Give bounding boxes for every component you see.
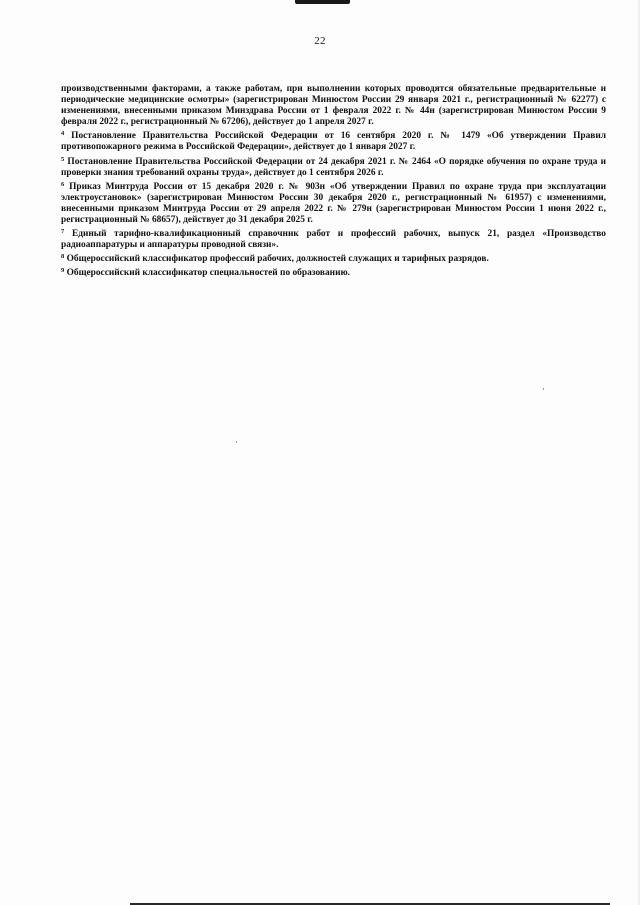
page-number: 22	[314, 35, 326, 47]
footnotes-block	[61, 84, 606, 280]
footnote-5	[61, 154, 606, 179]
footnote-text: Общероссийский классификатор профессий рабочих, должностей служащих и тарифных разрядов.	[64, 254, 489, 265]
footnote-9	[61, 265, 606, 279]
footnote-text: Приказ Минтруда России от 15 декабря 2020 г. № 903н «Об утверждении Правил по охране труда при эксплуатации электроустановок» (зарегистрирован Минюстом России 30 декабря 2020 г., регистрационный № 61957) с изменениями, внесенными приказом Минтруда России от 29 апреля 2022 г. № 279н (зарегистрирован Минюстом России 1 июня 2022 г., регистрационный № 68657), действует до 31 декабря 2025 г.	[61, 181, 606, 226]
footnote-4	[61, 128, 606, 153]
footnote-mark: 5	[61, 155, 65, 163]
footnote-8	[61, 251, 606, 265]
footnote-mark: 8	[61, 253, 65, 261]
scan-speck	[236, 441, 237, 443]
footnote-continuation	[61, 84, 606, 128]
footnote-6	[61, 179, 606, 226]
footnote-text: Общероссийский классификатор специальностей по образованию.	[64, 268, 350, 279]
footnote-mark: 7	[61, 228, 65, 236]
footnote-text: производственными факторами, а также работам, при выполнении которых проводятся обязательные предварительные и периодические медицинские осмотры» (зарегистрирован Минюстом России 29 января 2021 г., регистрационный № 62277) с изменениями, внесенными приказом Минздрава России от 1 февраля 2022 г. № 44н (зарегистрирован Минюстом России 9 февраля 2022 г., регистрационный № 67206), действует до 1 апреля 2027 г.	[61, 84, 606, 128]
scan-speck	[543, 388, 544, 390]
footnote-text: Постановление Правительства Российской Федерации от 24 декабря 2021 г. № 2464 «О порядке обучения по охране труда и проверки знания требований охраны труда», действует до 1 сентября 2026 г.	[61, 156, 606, 178]
footnote-mark: 4	[61, 130, 65, 138]
footnote-7	[61, 226, 606, 251]
footnote-text: Постановление Правительства Российской Федерации от 16 сентября 2020 г. № 1479 «Об утверждении Правил противопожарного режима в Российской Федерации», действует до 1 января 2027 г.	[61, 131, 606, 153]
scan-artifact-top	[295, 0, 350, 4]
footnote-mark: 9	[61, 267, 65, 275]
footnote-mark: 6	[61, 180, 65, 188]
footnote-text: Единый тарифно-квалификационный справочник работ и профессий рабочих, выпуск 21, раздел «Производство радиоаппаратуры и аппаратуры проводной связи».	[61, 229, 606, 251]
